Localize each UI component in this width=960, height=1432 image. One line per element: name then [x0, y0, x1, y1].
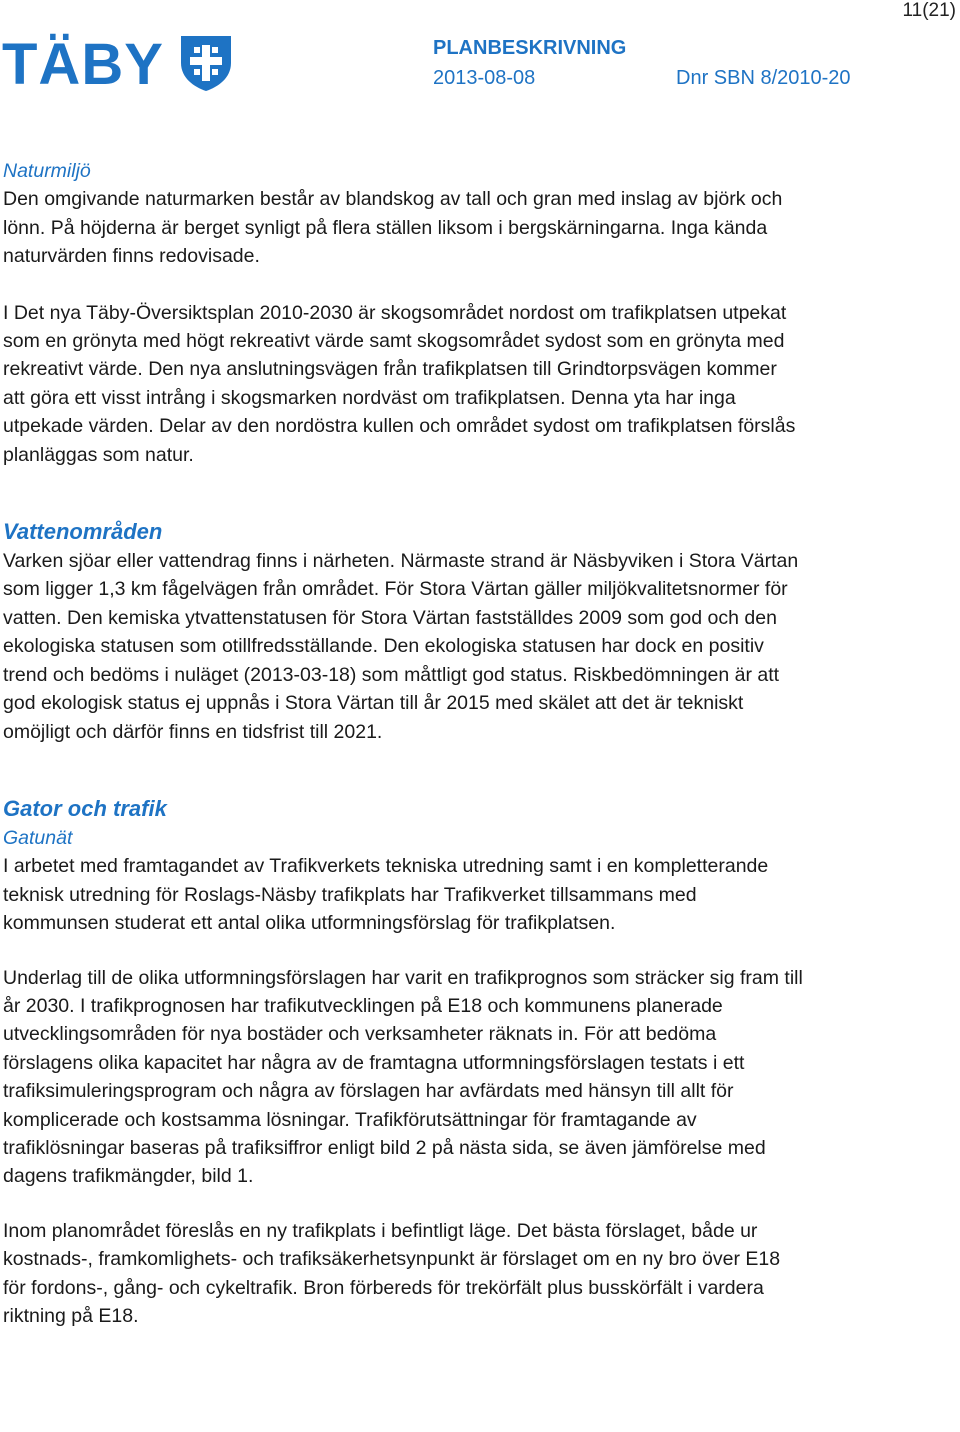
document-reference: Dnr SBN 8/2010-20	[676, 67, 851, 89]
paragraph: I Det nya Täby-Översiktsplan 2010-2030 är skogsområdet nordost om trafikplatsen utpekat som en grönyta med högt rekreativt värde samt skogsområdet sydost som en grönyta med rekreativt värde. Den nya anslutningsvägen från trafikplatsen till Grindtorpsvägen kommer att göra ett visst intrång i skogsmarken nordväst om trafikplatsen. Denna yta har inga utpekade värden. Delar av den nordöstra kullen och området sydost om trafikplatsen förslås planläggas som natur.	[3, 301, 796, 466]
shield-cross-icon	[178, 33, 234, 98]
paragraph: Underlag till de olika utformningsförslagen har varit en trafikprognos som sträcker sig fram till år 2030. I trafikprognosen har trafikutvecklingen på E18 och kommunens planerade utvecklingsområden för nya bostäder och verksamheter räknats in. För att bedöma förslagens olika kapacitet har några av de framtagna utformningsförslagen testats i ett trafiksimuleringsprogram och några av förslagen har avfärdats med hänsyn till allt för komplicerade och kostsamma lösningar. Trafikförutsättningar för framtagande av trafiklösningar baseras på trafiksiffror enligt bild 2 på nästa sida, se även jämförelse med dagens trafikmängder, bild 1.	[3, 966, 803, 1188]
heading-gator-och-trafik: Gator och trafik	[3, 795, 167, 821]
paragraph: Varken sjöar eller vattendrag finns i närheten. Närmaste strand är Näsbyviken i Stora Värtan som ligger 1,3 km fågelvägen från området. För Stora Värtan gäller miljökvalitetsnormer för vatten. Den kemiska ytvattenstatusen för Stora Värtan fastställdes 2009 som god och den ekologiska statusen som otillfredsställande. Den ekologiska statusen har dock en positiv trend och bedöms i nuläget (2013-03-18) som måttligt god status. Riskbedömningen är att god ekologisk status ej uppnås i Stora Värtan till år 2015 med skälet att det är tekniskt omöjligt och därför finns en tidsfrist till 2021.	[3, 550, 799, 743]
paragraph: Inom planområdet föreslås en ny trafikplats i befintligt läge. Det bästa förslaget, både ur kostnads-, framkomlighets- och trafiksäkerhetsynpunkt är förslaget om en ny bro över E18 för fordons-, gång- och cykeltrafik. Bron förbereds för trekörfält plus busskörfält i vardera riktning på E18.	[3, 1219, 781, 1327]
page-number: 11(21)	[902, 0, 956, 21]
paragraph: I arbetet med framtagandet av Trafikverkets tekniska utredning samt i en kompletterande teknisk utredning för Roslags-Näsby trafikplats har Trafikverket tillsammans med kommunsen studerat ett antal olika utformningsförslag för trafikplatsen.	[3, 855, 769, 935]
heading-vattenomraden: Vattenområden	[3, 519, 163, 545]
heading-naturmiljo: Naturmiljö	[3, 160, 91, 182]
paragraph: Den omgivande naturmarken består av blandskog av tall och gran med inslag av björk och lönn. På höjderna är berget synligt på flera ställen liksom i bergskärningarna. Inga kända naturvärden finns redovisade.	[3, 188, 783, 268]
document-title: PLANBESKRIVNING	[433, 37, 627, 59]
taby-logo	[2, 34, 234, 96]
logo-text: TÄBY	[2, 32, 164, 97]
document-body	[3, 157, 803, 1330]
subheading-gatunat: Gatunät	[3, 826, 73, 849]
document-date: 2013-08-08	[433, 67, 536, 89]
